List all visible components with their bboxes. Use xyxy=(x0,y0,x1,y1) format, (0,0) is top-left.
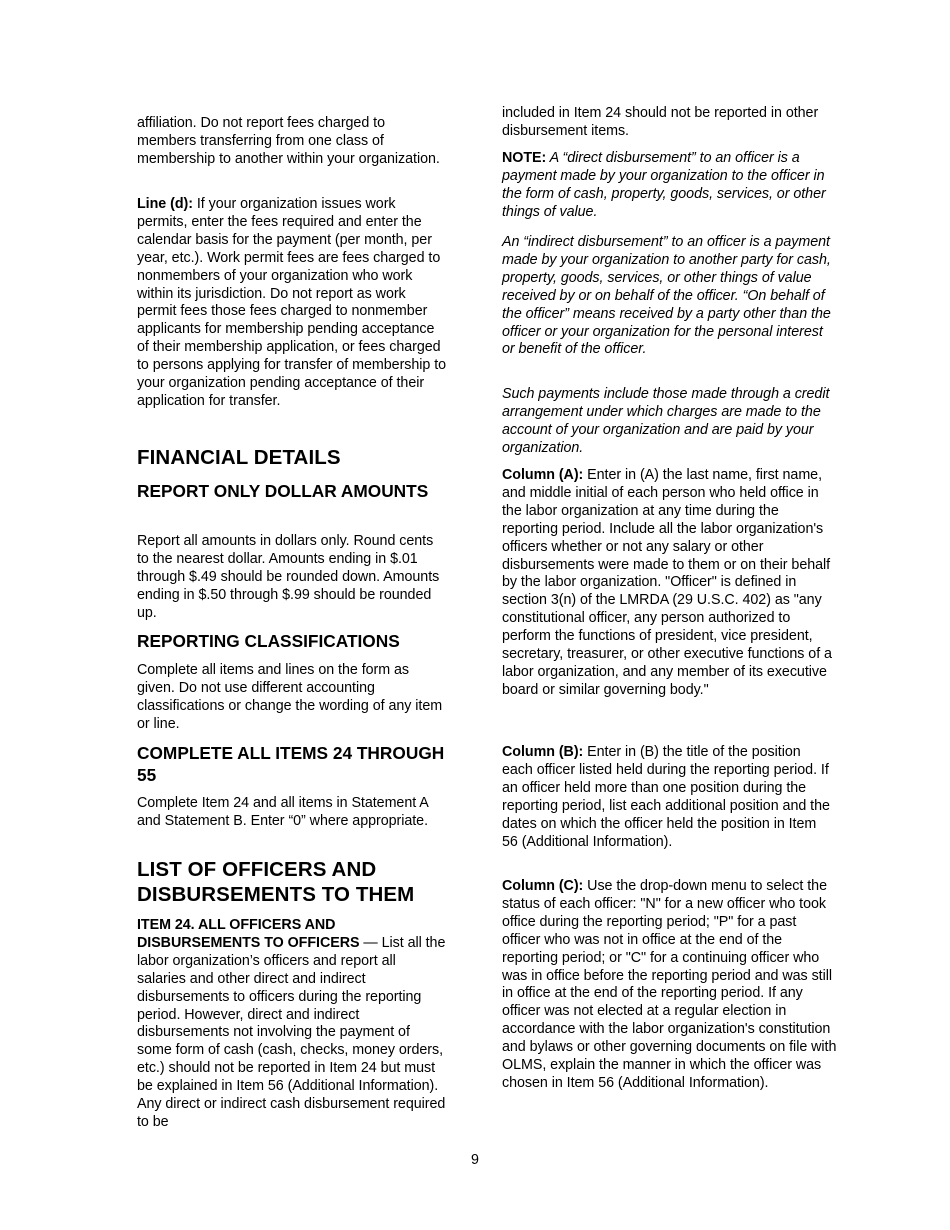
reporting-classifications-heading: REPORTING CLASSIFICATIONS xyxy=(137,631,400,651)
item-24-dash: — xyxy=(359,934,382,951)
column-c-paragraph xyxy=(502,878,837,1093)
line-d-paragraph xyxy=(137,196,447,411)
note-label: NOTE: xyxy=(502,150,547,166)
note-text: A “direct disbursement” to an officer is a payment made by your organization to the officer in the form of cash, property, goods, services, or other things of value. xyxy=(502,150,826,220)
indirect-disbursement-paragraph: An “indirect disbursement” to an officer is a payment made by your organization to another party for cash, property, goods, services, or other things of value received by or on behalf of the officer. “On behalf of the officer” means received by a party other than the officer or your organization for the personal interest or benefit of the officer. xyxy=(502,234,831,358)
financial-details-heading: FINANCIAL DETAILS xyxy=(137,446,341,469)
column-b-text: Enter in (B) the title of the position each officer listed held during the reporting period. If an officer held more than one position during the reporting period, list each additional position and the dates on which the officer held the position in Item 56 (Additional Information). xyxy=(502,744,830,850)
line-d-label: Line (d): xyxy=(137,196,193,212)
line-d-text: If your organization issues work permits, enter the fees required and enter the calendar basis for the payment (per month, per year, etc.). Work permit fees are fees charged to nonmembers of your organization who work within its jurisdiction. Do not report as work permit fees those fees charged to nonmember applicants for membership pending acceptance of their membership application, or fees charged to persons applying for transfer of membership to your organization pending acceptance of their application for transfer. xyxy=(137,196,447,409)
included-paragraph: included in Item 24 should not be reported in other disbursement items. xyxy=(502,105,819,139)
page-number: 9 xyxy=(471,1152,479,1168)
item-24-label: ITEM 24. ALL OFFICERS AND DISBURSEMENTS TO OFFICERS xyxy=(137,917,360,951)
list-of-officers-heading: LIST OF OFFICERS AND DISBURSEMENTS TO THEM xyxy=(137,858,415,906)
classifications-paragraph: Complete all items and lines on the form as given. Do not use different accounting classifications or change the wording of any item or line. xyxy=(137,662,443,732)
dollar-amounts-paragraph: Report all amounts in dollars only. Round cents to the nearest dollar. Amounts ending in $.01 through $.49 should be rounded down. Amounts ending in $.50 through $.99 should be rounded up. xyxy=(137,533,440,621)
item-24-paragraph xyxy=(137,917,447,1132)
complete-items-paragraph: Complete Item 24 and all items in Statement A and Statement B. Enter “0” where appropriate. xyxy=(137,795,428,829)
column-b-label: Column (B): xyxy=(502,744,584,760)
note-paragraph xyxy=(502,150,837,222)
column-c-label: Column (C): xyxy=(502,878,584,894)
column-a-paragraph xyxy=(502,467,837,700)
column-c-text: Use the drop-down menu to select the status of each officer: "N" for a new officer who took office during the reporting period; "P" for a past officer who was not in office at the end of the reporting period; or "C" for a continuing officer who was in office before the reporting period and was still in office at the end of the reporting period. If any officer was not elected at a regular election in accordance with the labor organization's constitution and bylaws or other governing documents on file with OLMS, explain the manner in which the officer was chosen in Item 56 (Additional Information). xyxy=(502,878,837,1091)
column-a-label: Column (A): xyxy=(502,467,584,483)
item-24-text: List all the labor organization’s officers and report all salaries and other direct and indirect disbursements to officers during the reporting period. However, direct and indirect disbursements not involving the payment of some form of cash (cash, checks, money orders, etc.) should not be reported in Item 24 but must be explained in Item 56 (Additional Information). Any direct or indirect cash disbursement required to be xyxy=(137,934,446,1130)
affiliation-paragraph: affiliation. Do not report fees charged to members transferring from one class of membership to another within your organization. xyxy=(137,115,440,167)
column-a-text: Enter in (A) the last name, first name, and middle initial of each person who held office in the labor organization at any time during the reporting period. Include all the labor organization's officers whether or not any salary or other disbursements were made to them or on their behalf by the labor organization. "Officer" is defined in section 3(n) of the LMRDA (29 U.S.C. 402) as "any constitutional officer, any person authorized to perform the functions of president, vice president, secretary, treasurer, or other executive functions of a labor organization, and any member of its executive board or similar governing body." xyxy=(502,467,832,698)
report-dollar-amounts-heading: REPORT ONLY DOLLAR AMOUNTS xyxy=(137,481,429,501)
such-payments-paragraph: Such payments include those made through a credit arrangement under which charges are made to the account of your organization and are paid by your organization. xyxy=(502,386,830,456)
complete-items-heading: COMPLETE ALL ITEMS 24 THROUGH 55 xyxy=(137,743,445,785)
column-b-paragraph xyxy=(502,744,832,851)
